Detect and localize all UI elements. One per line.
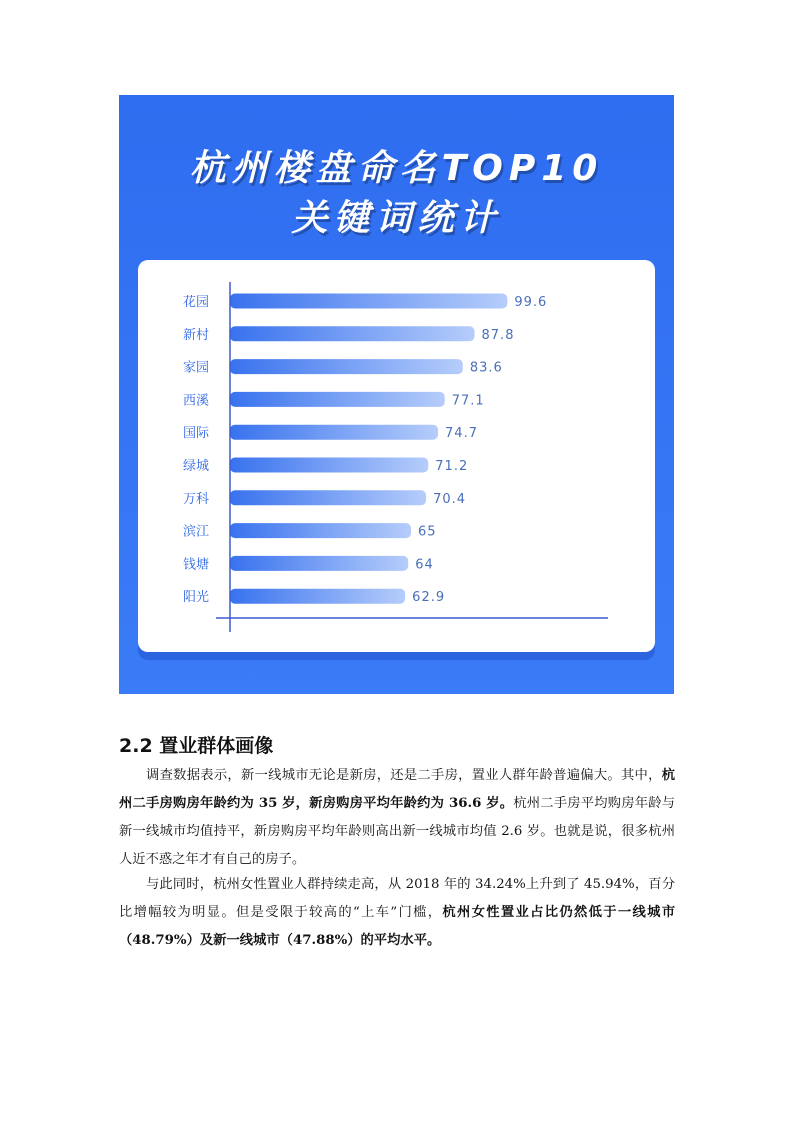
value-label: 70.4 bbox=[433, 491, 467, 507]
chart-card bbox=[138, 260, 655, 652]
category-label: 阳光 bbox=[183, 590, 210, 606]
bar bbox=[230, 490, 426, 505]
category-label: 国际 bbox=[183, 426, 210, 442]
value-label: 71.2 bbox=[435, 459, 469, 474]
bar bbox=[230, 523, 411, 538]
paragraph-female-text-a: 与此同时，杭州女性置业人群持续走高，从 2018 年的 34.24%上升到了 45.94%，百分比增幅较为明显。但是受限于较高的“上车”门槛， bbox=[119, 877, 675, 920]
paragraph-female-buyers bbox=[119, 871, 675, 955]
infographic-figure bbox=[119, 95, 674, 694]
paragraph-age bbox=[119, 762, 675, 874]
bar bbox=[230, 458, 428, 473]
bar-chart bbox=[138, 260, 655, 652]
category-label: 万科 bbox=[183, 491, 210, 507]
category-label: 家园 bbox=[183, 360, 210, 376]
category-label: 钱塘 bbox=[183, 557, 210, 573]
bar bbox=[230, 326, 475, 341]
bar bbox=[230, 425, 438, 440]
bar bbox=[230, 392, 445, 407]
section-heading: 2.2 置业群体画像 bbox=[119, 735, 274, 757]
category-label: 滨江 bbox=[183, 524, 210, 540]
value-label: 99.6 bbox=[514, 295, 548, 310]
value-label: 62.9 bbox=[412, 590, 446, 606]
infographic-title: 杭州楼盘命名TOP10 bbox=[189, 148, 604, 189]
paragraph-age-text-a: 调查数据表示，新一线城市无论是新房，还是二手房，置业人群年龄普遍偏大。其中， bbox=[146, 768, 662, 783]
bar bbox=[230, 556, 408, 571]
category-label: 新村 bbox=[183, 327, 210, 343]
bar bbox=[230, 359, 463, 374]
value-label: 87.8 bbox=[481, 327, 515, 343]
value-label: 64 bbox=[415, 557, 434, 573]
category-label: 花园 bbox=[183, 295, 210, 310]
paragraph-female-highlight: 杭州女性置业占比仍然低于一线城市（48.79%）及新一线城市（47.88%）的平均水平。 bbox=[119, 905, 675, 948]
bar bbox=[230, 589, 405, 604]
value-label: 74.7 bbox=[445, 426, 478, 442]
value-label: 83.6 bbox=[469, 360, 503, 376]
value-label: 65 bbox=[418, 524, 437, 540]
bar bbox=[230, 294, 507, 309]
category-label: 西溪 bbox=[183, 393, 210, 409]
value-label: 77.1 bbox=[451, 393, 485, 409]
category-label: 绿城 bbox=[183, 459, 210, 474]
paragraph-age-highlight: 杭州二手房购房年龄约为 35 岁，新房购房平均年龄约为 36.6 岁。 bbox=[119, 768, 675, 811]
infographic-subtitle: 关键词统计 bbox=[291, 198, 502, 239]
paragraph-age-text-c: 杭州二手房平均购房年龄与新一线城市均值持平，新房购房平均年龄则高出新一线城市均值 2.6 岁。也就是说，很多杭州人近不惑之年才有自己的房子。 bbox=[119, 796, 676, 867]
